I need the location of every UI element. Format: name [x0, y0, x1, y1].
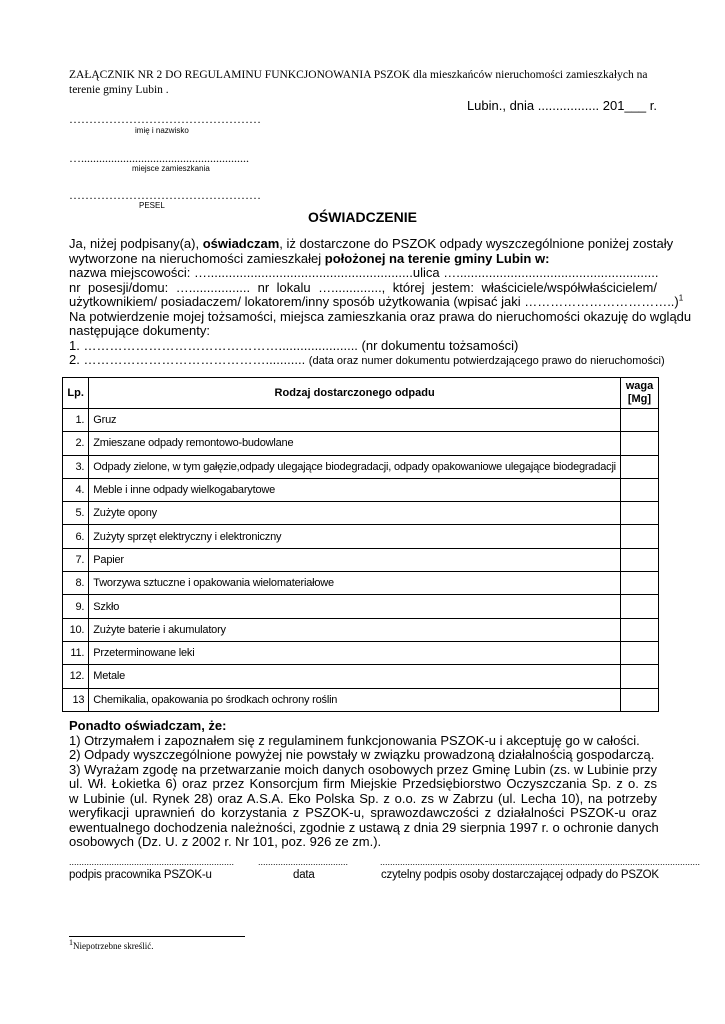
row-number: 4. — [63, 478, 89, 501]
page-title: OŚWIADCZENIE — [308, 209, 417, 225]
table-row — [63, 432, 659, 455]
statements-heading: Ponadto oświadczam, że: — [69, 718, 227, 733]
row-number: 6. — [63, 525, 89, 548]
footnote-mark: 1 — [69, 938, 73, 947]
statement-3-line-5: ewentualnego dochodzenia należności, zgodnie z ustawą z dnia 29 sierpnia 1997 r. o ochronie danych — [69, 819, 659, 835]
statements — [69, 719, 657, 850]
weight-cell[interactable] — [620, 525, 658, 548]
weight-cell[interactable] — [620, 432, 658, 455]
declaration-line-7: następujące dokumenty: — [69, 323, 210, 338]
weight-cell[interactable] — [620, 572, 658, 595]
row-number: 11. — [63, 641, 89, 664]
declaration-line-1: Ja, niżej podpisany(a), oświadczam, iż dostarczone do PSZOK odpady wyszczególnione poniżej zostały — [69, 236, 674, 251]
row-number: 8. — [63, 572, 89, 595]
weight-cell[interactable] — [620, 595, 658, 618]
weight-cell[interactable] — [620, 409, 658, 432]
statement-3-line-3: w Lubinie (ul. Rynek 28) oraz A.S.A. Eko Polska Sp. z o.o. zs w Zabrzu (ul. Lecha 10), na potrzeby — [69, 790, 657, 806]
date-line: Lubin., dnia ................. 201___ r. — [466, 98, 657, 113]
table-row — [63, 409, 659, 432]
statement-1: 1) Otrzymałem i zapoznałem się z regulaminem funkcjonowania PSZOK-u i akceptuję go w całości. — [69, 732, 640, 748]
row-number: 3. — [63, 455, 89, 478]
row-number: 9. — [63, 595, 89, 618]
waste-type-cell: Odpady zielone, w tym gałęzie,odpady ulegające biodegradacji, odpady opakowaniowe ulegające biodegradacji — [89, 455, 621, 478]
waste-type-cell: Meble i inne odpady wielkogabarytowe — [89, 478, 621, 501]
footnote — [69, 938, 154, 951]
footnote-text: Niepotrzebne skreślić. — [73, 941, 154, 951]
table-row — [63, 595, 659, 618]
statement-3-line-6: osobowych (Dz. U. z 2002 r. Nr 101, poz. 926 ze zm.). — [69, 834, 382, 849]
table-row — [63, 572, 659, 595]
signature-label-deliverer: czytelny podpis osoby dostarczającej odpady do PSZOK — [381, 869, 659, 881]
waste-type-cell: Szkło — [89, 595, 621, 618]
waste-type-cell: Papier — [89, 548, 621, 571]
declaration-line-3: nazwa miejscowości: ….........................................................ulica …........................................................ — [69, 265, 659, 280]
signature-label-staff: podpis pracownika PSZOK-u — [69, 869, 212, 881]
header-lp: Lp. — [63, 378, 89, 409]
weight-cell[interactable] — [620, 502, 658, 525]
table-row — [63, 502, 659, 525]
declaration-line-6: Na potwierdzenie mojej tożsamości, miejsca zamieszkania oraz prawa do nieruchomości okazuję do wglądu — [69, 308, 692, 324]
waste-type-cell: Chemikalia, opakowania po środkach ochrony roślin — [89, 688, 621, 711]
table-row — [63, 641, 659, 664]
weight-cell[interactable] — [620, 455, 658, 478]
declaration-line-2: wytworzone na nieruchomości zamieszkałej położonej na terenie gminy Lubin w: — [69, 250, 550, 266]
signature-dots-date: .................................... — [258, 857, 349, 867]
pesel-label: PESEL — [139, 201, 165, 210]
declaration-line-5: użytkownikiem/ posiadaczem/ lokatorem/inny sposób użytkowania (wpisać jaki ……………………………..)$^1$ — [69, 293, 684, 309]
signature-dots-deliverer: ................................................................................................................................ — [380, 857, 701, 867]
weight-cell[interactable] — [620, 478, 658, 501]
table-row — [63, 618, 659, 641]
document-1-line: 1. ………………………………………...................... (nr dokumentu tożsamości) — [69, 337, 519, 353]
waste-type-cell: Zużyte opony — [89, 502, 621, 525]
footnote-divider — [69, 936, 245, 937]
statement-2: 2) Odpady wyszczególnione powyżej nie powstały w związku prowadzoną działalnością gospodarczą. — [69, 747, 655, 762]
waste-type-cell: Zużyte baterie i akumulatory — [89, 618, 621, 641]
waste-table — [62, 377, 659, 712]
pesel-dots: ………………………………………… — [69, 188, 261, 202]
row-number: 2. — [63, 432, 89, 455]
signature-label-date: data — [293, 869, 315, 881]
table-row — [63, 688, 659, 711]
footnote-ref: 1 — [678, 293, 684, 303]
statement-3-line-4: weryfikacji uprawnień do korzystania z PSZOK-u, sprawozdawczości z działalności PSZOK-u oraz — [69, 805, 657, 820]
name-dots: ………………………………………… — [69, 112, 261, 126]
row-number: 13 — [63, 688, 89, 711]
waste-type-cell: Zmieszane odpady remontowo-budowlane — [89, 432, 621, 455]
table-header-row — [63, 378, 659, 409]
name-label: imię i nazwisko — [135, 126, 189, 135]
row-number: 7. — [63, 548, 89, 571]
waste-type-cell: Metale — [89, 665, 621, 688]
waste-type-cell: Przeterminowane leki — [89, 641, 621, 664]
weight-cell[interactable] — [620, 641, 658, 664]
row-number: 10. — [63, 618, 89, 641]
table-row — [63, 525, 659, 548]
weight-cell[interactable] — [620, 548, 658, 571]
waste-type-cell: Zużyty sprzęt elektryczny i elektroniczny — [89, 525, 621, 548]
waste-type-cell: Gruz — [89, 409, 621, 432]
header-waste-type: Rodzaj dostarczonego odpadu — [89, 378, 621, 409]
weight-cell[interactable] — [620, 665, 658, 688]
waste-type-cell: Tworzywa sztuczne i opakowania wielomateriałowe — [89, 572, 621, 595]
table-row — [63, 548, 659, 571]
weight-cell[interactable] — [620, 688, 658, 711]
row-number: 1. — [63, 409, 89, 432]
table-row — [63, 665, 659, 688]
declaration — [69, 236, 692, 369]
signature-dots-staff: .................................................................. — [69, 857, 235, 867]
document-2-line: 2. ……………………………………........... (data oraz numer dokumentu potwierdzającego prawo do nieruchomości) — [69, 352, 665, 367]
row-number: 5. — [63, 502, 89, 525]
address-dots: …........................................................ — [69, 151, 249, 165]
statement-3-line-2: ul. Wł. Łokietka 6) oraz przez Konsorcjum firm Miejskie Przedsiębiorstwo Oczyszczania Sp. z o. zs — [69, 776, 657, 791]
statement-3-line-1: 3) Wyrażam zgodę na przetwarzanie moich danych osobowych przez Gminę Lubin (zs. w Lubinie przy — [69, 761, 658, 777]
declaration-line-4: nr posesji/domu: …................. nr lokalu ….............., której jestem: właściciele/współwłaścicielem/ — [69, 279, 657, 295]
address-label: miejsce zamieszkania — [132, 164, 210, 173]
row-number: 12. — [63, 665, 89, 688]
table-row — [63, 478, 659, 501]
header-weight: waga [Mg] — [620, 378, 658, 409]
table-row — [63, 455, 659, 478]
annex-title: ZAŁĄCZNIK NR 2 DO REGULAMINU FUNKCJONOWANIA PSZOK dla mieszkańców nieruchomości zamieszkałych na terenie gminy Lubin . — [69, 69, 648, 96]
weight-cell[interactable] — [620, 618, 658, 641]
